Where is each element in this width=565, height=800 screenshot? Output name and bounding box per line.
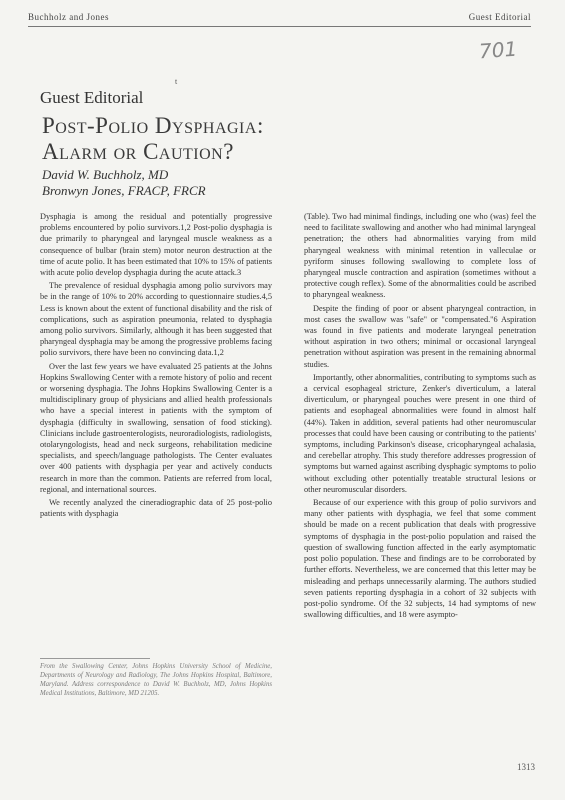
print-speck: t	[175, 77, 178, 86]
header-rule	[28, 26, 531, 27]
paragraph: Because of our experience with this group of polio survivors and many other patients with dysphagia, we feel that some comment should be made on a recent publication that deals with progressive symptoms of dysphagia in the post-polio population and raised the question of swallowing function affected in the early asymptomatic post polio population. These and findings are to be corroborated by further efforts. Nevertheless, we are concerned that this letter may be misleading and perhaps unnecessarily alarming. The authors studied seven patients reporting dysphagia in a cohort of 32 subjects with post-polio syndrome. Of the 32 subjects, 14 had symptoms of new swallowing difficulties, and 18 were asympto-	[304, 498, 536, 620]
paragraph: Importantly, other abnormalities, contributing to symptoms such as a cervical esophageal stricture, Zenker's diverticulum, a lateral diverticulum, or pharyngeal pouches were present in one third of patients and esophageal abnormalities were found in almost half (44%). Taken in addition, several patients had other neuromuscular processes that could have been causing or contributing to the patients' symptoms, including Parkinson's disease, cricopharyngeal achalasia, and cerebellar atrophy. This study therefore addresses progression of symptoms but warned against ascribing dysphagic symptoms to polio without excluding other potentially treatable structural lesions or other neuromuscular disorders.	[304, 372, 536, 494]
paragraph: Over the last few years we have evaluated 25 patients at the Johns Hopkins Swallowing Center with a remote history of polio and recent or worsening dysphagia. The Johns Hopkins Swallowing Center is a multidisciplinary group of physicians and allied health professionals who have a special interest in patients with the symptom of dysphagia (difficulty in swallowing, sensation of food sticking). Clinicians include gastroenterologists, neuroradiologists, radiologists, otolaryngologists, head and neck surgeons, rehabilitation medicine specialists, and speech/language pathologists. The Center evaluates over 400 patients with dysphagia per year and actively conducts research in more than the common. Patients are referred from local, regional, and international sources.	[40, 361, 272, 494]
title-line-1: Post-Polio Dysphagia:	[42, 113, 264, 138]
paragraph: Despite the finding of poor or absent pharyngeal contraction, in most cases the swallow was "safe" or "compensated."6 Aspiration was found in five patients and moderate laryngeal penetration without aspiration in two others; minimal or occasional laryngeal penetration without aspiration was present in the remaining abnormal studies.	[304, 303, 536, 369]
author-affiliation-footnote: From the Swallowing Center, Johns Hopkins University School of Medicine, Departments of Neurology and Radiology, The Johns Hopkins Hospital, Baltimore, Maryland. Address correspondence to David W. Buchholz, MD, Johns Hopkins Medical Institutions, Baltimore, MD 21205.	[40, 663, 272, 697]
section-label: Guest Editorial	[40, 88, 144, 107]
paragraph: We recently analyzed the cineradiographic data of 25 post-polio patients with dysphagia	[40, 498, 272, 519]
left-column	[40, 211, 272, 521]
footnote-rule	[40, 658, 150, 659]
title-line-2: Alarm or Caution?	[42, 139, 234, 164]
page-number: 1313	[517, 762, 535, 772]
paragraph: The prevalence of residual dysphagia among polio survivors may be in the range of 10% to 20% according to questionnaire studies.4,5 Less is known about the extent of functional disability and the risk of complications, such as aspiration pneumonia, related to dysphagia among polio survivors. Similarly, although it has been suggested that pharyngeal dysphagia may be among the progressive problems facing polio survivors, there have been no convincing data.1,2	[40, 281, 272, 358]
author-1: David W. Buchholz, MD	[42, 167, 169, 182]
running-head-right: Guest Editorial	[468, 12, 531, 22]
paragraph: (Table). Two had minimal findings, including one who (was) feel the need to facilitate swallowing and another who had minimal laryngeal penetration; the others had abnormalities varying from mild pharyngeal weakness with minimal retention in valleculae or pyriform sinuses following swallowing to complete loss of pharyngeal muscle contraction and aspiration (sometimes without a protective cough reflex). Some of the abnormalities could be ascribed to pharyngeal weakness.	[304, 212, 536, 300]
handwritten-page-number: 701	[478, 36, 518, 64]
paragraph: Dysphagia is among the residual and potentially progressive problems encountered by polio survivors.1,2 Post-polio dysphagia is due primarily to pharyngeal and laryngeal muscle weakness as a consequence of bulbar (brain stem) motor neuron destruction at the time of acute polio. It has been estimated that 10% to 15% of patients with acute polio develop dysphagia during the acute attack.3	[40, 212, 272, 278]
article-title	[42, 113, 264, 165]
running-head-left: Buchholz and Jones	[28, 12, 109, 22]
author-2: Bronwyn Jones, FRACP, FRCR	[42, 183, 206, 198]
right-column	[304, 211, 536, 622]
